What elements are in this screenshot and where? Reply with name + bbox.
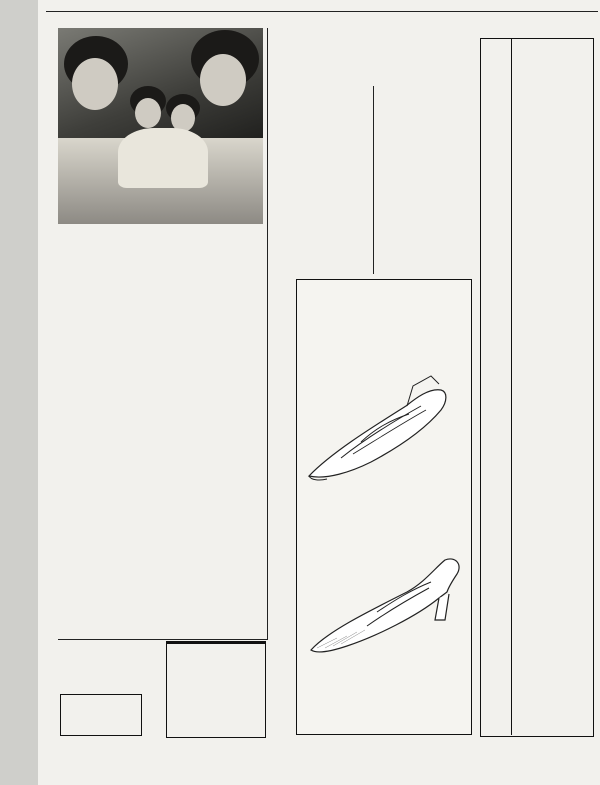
column-divider: [373, 86, 374, 274]
page-header: [380, 1, 598, 11]
column-divider: [267, 28, 268, 640]
sbicca-shoe-ad: [296, 279, 472, 735]
joes-bakery-ad: [60, 694, 142, 736]
college-bowl-column-1: [270, 86, 370, 276]
brake-price-row: [167, 643, 265, 644]
malls-vertical-title: [481, 39, 512, 735]
pledging-photo: [58, 28, 263, 224]
mccoys-footer: [301, 698, 469, 728]
scan-margin: [0, 0, 38, 785]
pledging-story: [58, 346, 266, 638]
malls-store-list: [513, 39, 592, 735]
gigi-flat-shoe-illustration: [301, 358, 451, 488]
students-service-ad: [166, 641, 266, 738]
college-bowl-column-2: [376, 86, 476, 276]
header-rule: [46, 11, 598, 12]
glendora-strap-shoe-illustration: [307, 520, 467, 660]
malls-shopping-center-ad: [480, 38, 594, 737]
